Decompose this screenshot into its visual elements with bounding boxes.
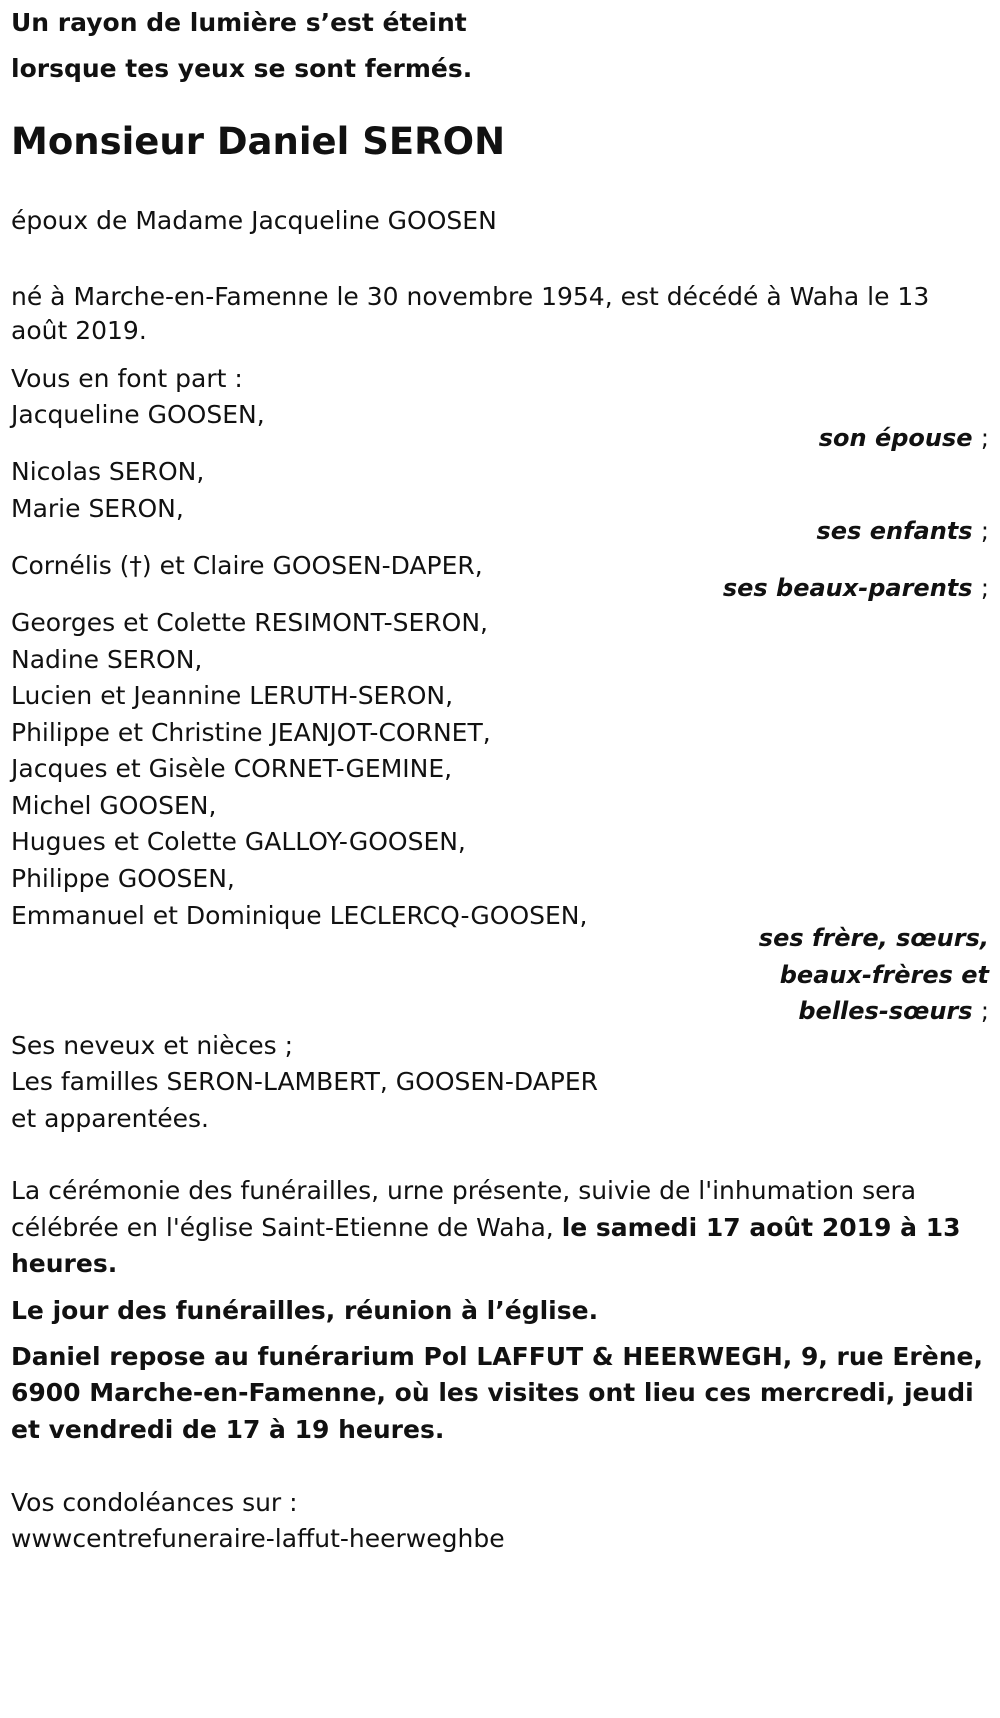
relation-text: ses enfants [816, 517, 973, 545]
family-name: Marie SERON, [11, 494, 184, 523]
others-line-1: Ses neveux et nièces ; [11, 1031, 294, 1060]
family-name: Emmanuel et Dominique LECLERCQ-GOOSEN, [11, 901, 588, 930]
birth-death-line-2: août 2019. [11, 316, 147, 345]
deceased-name: Monsieur Daniel SERON [11, 120, 506, 163]
family-name: Nicolas SERON, [11, 457, 205, 486]
relation-suffix: ; [980, 424, 989, 452]
family-name: Jacques et Gisèle CORNET-GEMINE, [11, 754, 453, 783]
others-line-3: et apparentées. [11, 1104, 209, 1133]
relation-suffix: ; [980, 517, 989, 545]
spouse-line: époux de Madame Jacqueline GOOSEN [11, 206, 497, 235]
gathering-note: Le jour des funérailles, réunion à l’église. [11, 1296, 599, 1325]
ceremony-line-2 [11, 1208, 960, 1248]
quote-line-1: Un rayon de lumière s’est éteint [11, 8, 467, 37]
family-name: Cornélis (†) et Claire GOOSEN-DAPER, [11, 551, 483, 580]
birth-death-line-1: né à Marche-en-Famenne le 30 novembre 1954, est décédé à Waha le 13 [11, 282, 930, 311]
family-name: Philippe et Christine JEANJOT-CORNET, [11, 718, 491, 747]
visitation-line-1: Daniel repose au funérarium Pol LAFFUT & HEERWEGH, 9, rue Erène, [11, 1342, 983, 1371]
family-name: Georges et Colette RESIMONT-SERON, [11, 608, 488, 637]
relation-label-in-laws [723, 568, 989, 608]
ceremony-line-1: La cérémonie des funérailles, urne présente, suivie de l'inhumation sera [11, 1176, 917, 1205]
ceremony-line-3: heures. [11, 1249, 118, 1278]
relation-label-spouse [819, 418, 989, 458]
relation-text: belles-sœurs [798, 997, 973, 1025]
family-name: Lucien et Jeannine LERUTH-SERON, [11, 681, 454, 710]
condolences-label: Vos condoléances sur : [11, 1488, 298, 1517]
relation-text: son épouse [818, 424, 973, 452]
relation-text: ses beaux-parents [722, 574, 973, 602]
relation-label-siblings-2: beaux-frères et [779, 961, 989, 989]
relation-label-siblings-3 [798, 991, 989, 1031]
visitation-line-2: 6900 Marche-en-Famenne, où les visites ont lieu ces mercredi, jeudi [11, 1378, 974, 1407]
family-name: Jacqueline GOOSEN, [11, 400, 265, 429]
others-line-2: Les familles SERON-LAMBERT, GOOSEN-DAPER [11, 1067, 599, 1096]
quote-line-2: lorsque tes yeux se sont fermés. [11, 54, 473, 83]
relation-suffix: ; [980, 574, 989, 602]
ceremony-text: célébrée en l'église Saint-Etienne de Waha, [11, 1213, 562, 1242]
visitation-line-3: et vendredi de 17 à 19 heures. [11, 1415, 445, 1444]
relation-suffix: ; [980, 997, 989, 1025]
relation-label-children [817, 511, 990, 551]
family-name: Philippe GOOSEN, [11, 864, 235, 893]
condolences-url: wwwcentrefuneraire-laffut-heerweghbe [11, 1524, 505, 1553]
family-name: Nadine SERON, [11, 645, 203, 674]
announce-intro: Vous en font part : [11, 364, 243, 393]
family-name: Hugues et Colette GALLOY-GOOSEN, [11, 827, 466, 856]
relation-label-siblings-1: ses frère, sœurs, [758, 924, 989, 952]
family-name: Michel GOOSEN, [11, 791, 217, 820]
ceremony-date: le samedi 17 août 2019 à 13 [561, 1213, 961, 1242]
